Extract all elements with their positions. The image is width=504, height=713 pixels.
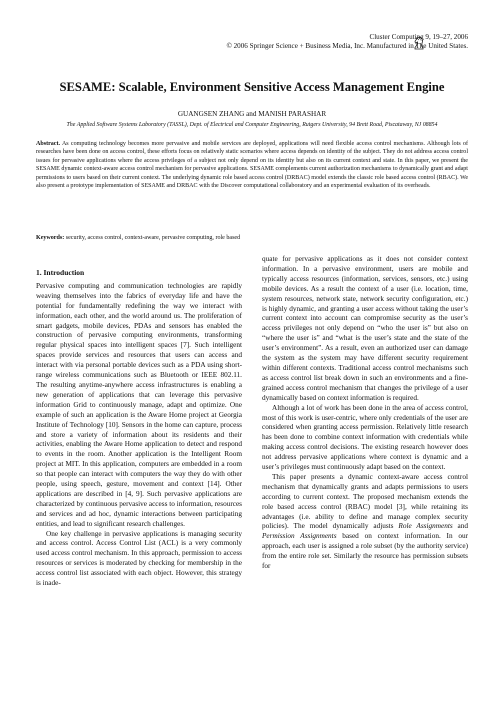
journal-header (226, 33, 468, 52)
intro-paragraph-5-part-b: and (452, 522, 469, 531)
intro-paragraph-5-part-a: This paper presents a dynamic context-aware access control mechanism that dynamically grants and adapts permissions to users according to current context. The proposed mechanism extends the role based access control (RBAC) model [3], while retaining its advantages (i.e. ability to define and manage complex security policies). The model dynamically adjusts (262, 472, 468, 531)
left-column (36, 268, 242, 589)
intro-paragraph-2: One key challenge in pervasive applications is managing security and access control. Access Control List (ACL) is a very commonly used access control mechanism. In this approach, permission to access resources or services is moderated by checking for membership in the access control list associated with each object. However, this strategy is inade- (36, 529, 242, 588)
right-column (262, 255, 468, 572)
section-heading: 1. Introduction (36, 268, 85, 277)
permission-assignments-term: Permission Assignments (262, 532, 337, 541)
copyright-line: © 2006 Springer Science + Business Media, Inc. Manufactured in The United States. (226, 42, 468, 51)
intro-paragraph-1: Pervasive computing and communication technologies are rapidly weaving themselves into the fabrics of everyday life and have the potential for fundamentally redefining the way we interact with information, each other, and the world around us. The proliferation of smart gadgets, mobile devices, PDAs and sensors has enabled the construction of pervasive computing environments, transforming regular physical spaces into intelligent spaces [7]. Such intelligent spaces provide services and resources that users can access and interact with via personal portable devices such as a PDA using short-range wireless communications such as Bluetooth or IEEE 802.11. The resulting anytime-anywhere access infrastructures is enabling a new generation of applications that can leverage this pervasive information Grid to continuously manage, adapt and optimize. One example of such an application is the Aware Home project at Georgia Institute of Technology [10]. Sensors in the home can capture, process and store a variety of information about its residents and their activities, enabling the Aware Home application to detect and respond to events in the room. Another application is the Intelligent Room project at MIT. In this application, computers are embedded in a room so that people can interact with computers the way they do with other people, using speech, gesture, movement and context [14]. Other applications are described in [4, 9]. Such pervasive applications are characterized by continuous pervasive access to information, resources and services and ad hoc, dynamic interactions between participating entities, and lead to significant research challenges. (36, 281, 242, 528)
intro-paragraph-5 (262, 473, 468, 572)
intro-paragraph-5-part-c: based on context information. In our approach, each user is assigned a role subset (by the authority service) from the entire role set. Similarly the resource has permission subsets for (262, 532, 469, 571)
keywords-text: security, access control, context-aware, pervasive computing, role based (65, 235, 241, 241)
abstract-text: As computing technology becomes more pervasive and mobile services are deployed, applications will need flexible access control mechanisms. Although lots of researches have been done on access control, these efforts focus on relatively static scenarios where access depends on identity of the subject. They do not address access control issues for pervasive applications where the access privileges of a subject not only depend on its identity but also on its current context and state. In this paper, we present the SESAME dynamic context-aware access control mechanism for pervasive applications. SESAME complements current authorization mechanisms to dynamically grant and adapt permissions to users based on their current context. The underlying dynamic role based access control (DRBAC) model extends the classic role based access control (RBAC). We also present a prototype implementation of SESAME and DRBAC with the Discover computational collaboratory and an experimental evaluation of its overheads. (36, 141, 468, 190)
abstract (36, 140, 468, 190)
intro-paragraph-3: quate for pervasive applications as it does not consider context information. In a pervasive environment, users are mobile and typically access resources (information, services, sensors, etc.) using mobile devices. As a result the context of a user (i.e. location, time, system resources, network state, network security configuration, etc.) is highly dynamic, and granting a user access without taking the user’s current context into account can compromise security as the user’s access privileges not only depend on “who the user is” but also on “where the user is” and “what is the user’s state and the state of the user’s environment”. As a result, even an authorized user can damage the system as the system may have different security requirement within different contexts. Traditional access control mechanisms such as access control list break down in such an environments and a fine-grained access control mechanism that changes the privilege of a user dynamically based on context information is required. (262, 255, 468, 402)
paper-authors: GUANGSEN ZHANG and MANISH PARASHAR (177, 110, 327, 118)
keywords-label: Keywords: (36, 235, 65, 241)
paper-affiliation: The Applied Software Systems Laboratory (TASSL), Dept. of Electrical and Computer Engineering, Rutgers University, 94 Brett Road, Piscataway, NJ 08854 (66, 122, 438, 128)
keywords (36, 234, 468, 242)
abstract-label: Abstract. (36, 141, 61, 147)
role-assignments-term: Role Assignments (398, 522, 453, 531)
paper-title: SESAME: Scalable, Environment Sensitive Access Management Engine (59, 80, 445, 94)
journal-line: Cluster Computing 9, 19–27, 2006 (369, 33, 468, 41)
intro-paragraph-4: Although a lot of work has been done in the area of access control, most of this work is user-centric, where only credentials of the user are considered when granting access permission. Relatively little research has been done to combine context information with credentials while making access control decisions. The existing research however does not address pervasive applications where context is dynamic and a user’s privileges must continuously adapt based on the context. (262, 403, 468, 472)
